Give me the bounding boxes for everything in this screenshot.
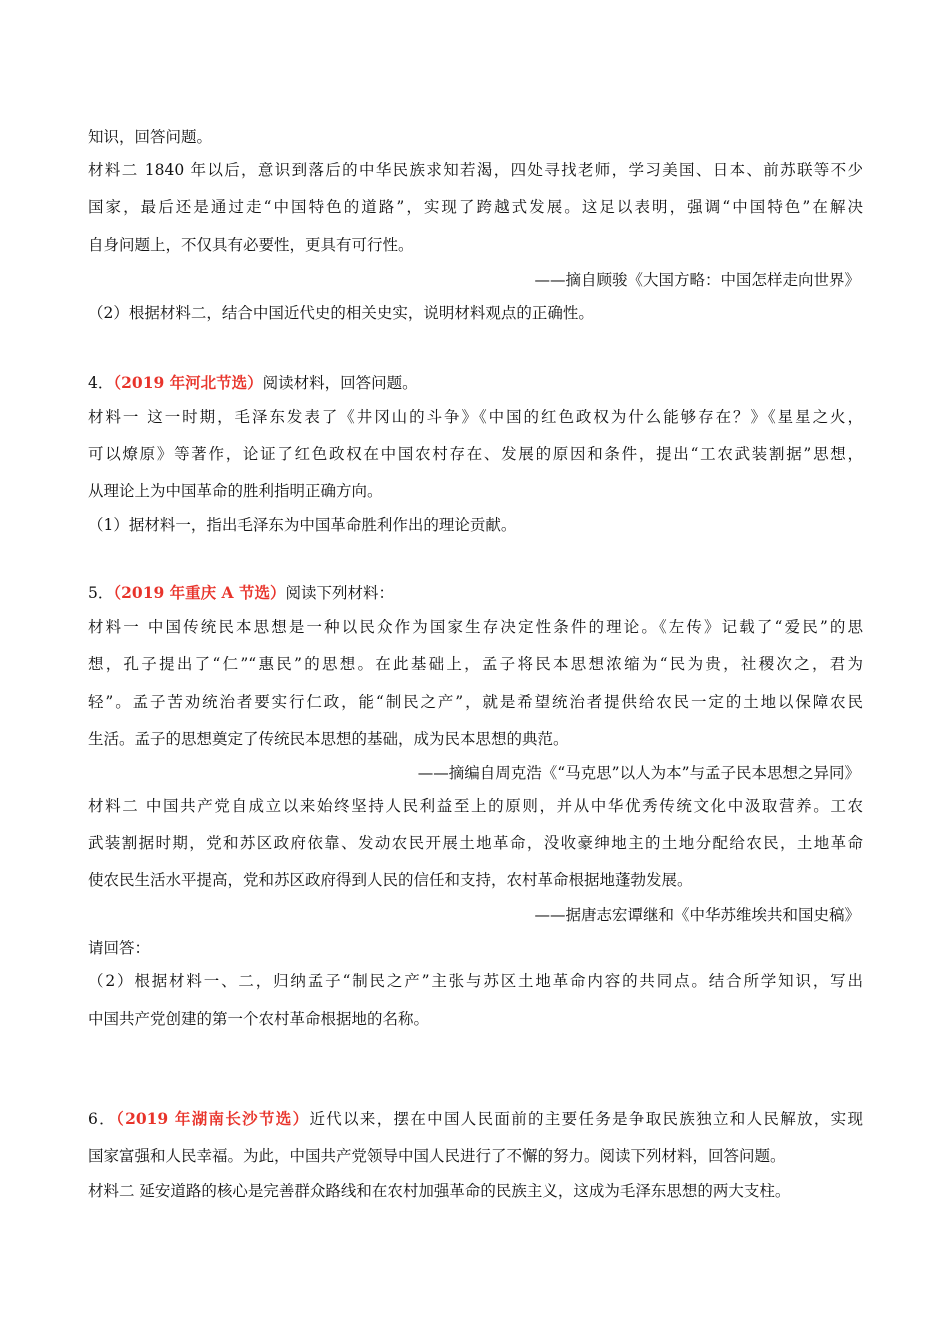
q4-material1-line-2: 可以燎原》等著作，论证了红色政权在中国农村存在、发展的原因和条件，提出“工农武装割据”思想， (88, 445, 863, 463)
q6-number: 6． (88, 1110, 116, 1128)
q5-material1-line-4: 生活。孟子的思想奠定了传统民本思想的基础，成为民本思想的典范。 (88, 730, 569, 748)
prev-material2-line-2: 国家，最后还是通过走“中国特色的道路”，实现了跨越式发展。这足以表明，强调“中国特色”在解决 (88, 198, 863, 216)
q5-question-2-line-1: （2）根据材料一、二，归纳孟子“制民之产”主张与苏区土地革命内容的共同点。结合所学知识，写出 (88, 972, 863, 990)
prev-question-2: （2）根据材料二，结合中国近代史的相关史实，说明材料观点的正确性。 (88, 304, 594, 322)
q6-source: （2019 年湖南长沙节选） (116, 1109, 310, 1128)
q5-question-2-line-2: 中国共产党创建的第一个农村革命根据地的名称。 (88, 1010, 430, 1028)
q5-number: 5． (88, 584, 114, 602)
q5-material2-source: ——据唐志宏谭继和《中华苏维埃共和国史稿》 (534, 906, 860, 924)
prev-material2-source: ——摘自顾骏《大国方略：中国怎样走向世界》 (534, 271, 860, 289)
q5-material1-source: ——摘编自周克浩《“马克思”以人为本”与孟子民本思想之异同》 (417, 764, 860, 782)
q5-material1-line-1: 材料一 中国传统民本思想是一种以民众作为国家生存决定性条件的理论。《左传》记载了“爱民”的思 (88, 618, 863, 636)
prev-material2-line-3: 自身问题上，不仅具有必要性，更具有可行性。 (88, 236, 414, 254)
q5-material1-line-2: 想，孔子提出了“仁”“惠民”的思想。在此基础上，孟子将民本思想浓缩为“民为贵，社稷次之，君为 (88, 655, 863, 673)
q5-material1-line-3: 轻”。孟子苦劝统治者要实行仁政，能“制民之产”，就是希望统治者提供给农民一定的土地以保障农民 (88, 693, 863, 711)
q6-header (88, 1109, 863, 1129)
q6-intro-second: 国家富强和人民幸福。为此，中国共产党领导中国人民进行了不懈的努力。阅读下列材料，回答问题。 (88, 1147, 786, 1165)
q4-source: （2019 年河北节选） (113, 373, 263, 392)
q4-number: 4． (88, 374, 114, 392)
q4-header (88, 373, 863, 393)
q5-material2-line-3: 使农民生活水平提高，党和苏区政府得到人民的信任和支持，农村革命根据地蓬勃发展。 (88, 871, 693, 889)
q5-material2-line-1: 材料二 中国共产党自成立以来始终坚持人民利益至上的原则，并从中华优秀传统文化中汲取营养。工农 (88, 797, 863, 815)
q5-please-answer: 请回答： (88, 939, 151, 957)
q4-material1-line-1: 材料一 这一时期，毛泽东发表了《井冈山的斗争》《中国的红色政权为什么能够存在？》《星星之火， (88, 408, 863, 426)
q6-intro-first: 近代以来，摆在中国人民面前的主要任务是争取民族独立和人民解放，实现 (309, 1110, 863, 1128)
q5-source: （2019 年重庆 A 节选） (113, 583, 286, 602)
prev-material2-line-1: 材料二 1840 年以后，意识到落后的中华民族求知若渴，四处寻找老师，学习美国、日本、前苏联等不少 (88, 161, 863, 179)
q4-prompt: 阅读材料，回答问题。 (262, 374, 418, 392)
q5-prompt: 阅读下列材料： (285, 584, 394, 602)
q5-material2-line-2: 武装割据时期，党和苏区政府依靠、发动农民开展土地革命，没收豪绅地主的土地分配给农民，土地革命 (88, 834, 863, 852)
q4-material1-line-3: 从理论上为中国革命的胜利指明正确方向。 (88, 482, 383, 500)
q4-question-1: （1）据材料一，指出毛泽东为中国革命胜利作出的理论贡献。 (88, 516, 517, 534)
intro-tail: 知识，回答问题。 (88, 128, 213, 146)
q6-material2: 材料二 延安道路的核心是完善群众路线和在农村加强革命的民族主义，这成为毛泽东思想的两大支柱。 (88, 1182, 791, 1200)
q5-header (88, 583, 863, 603)
